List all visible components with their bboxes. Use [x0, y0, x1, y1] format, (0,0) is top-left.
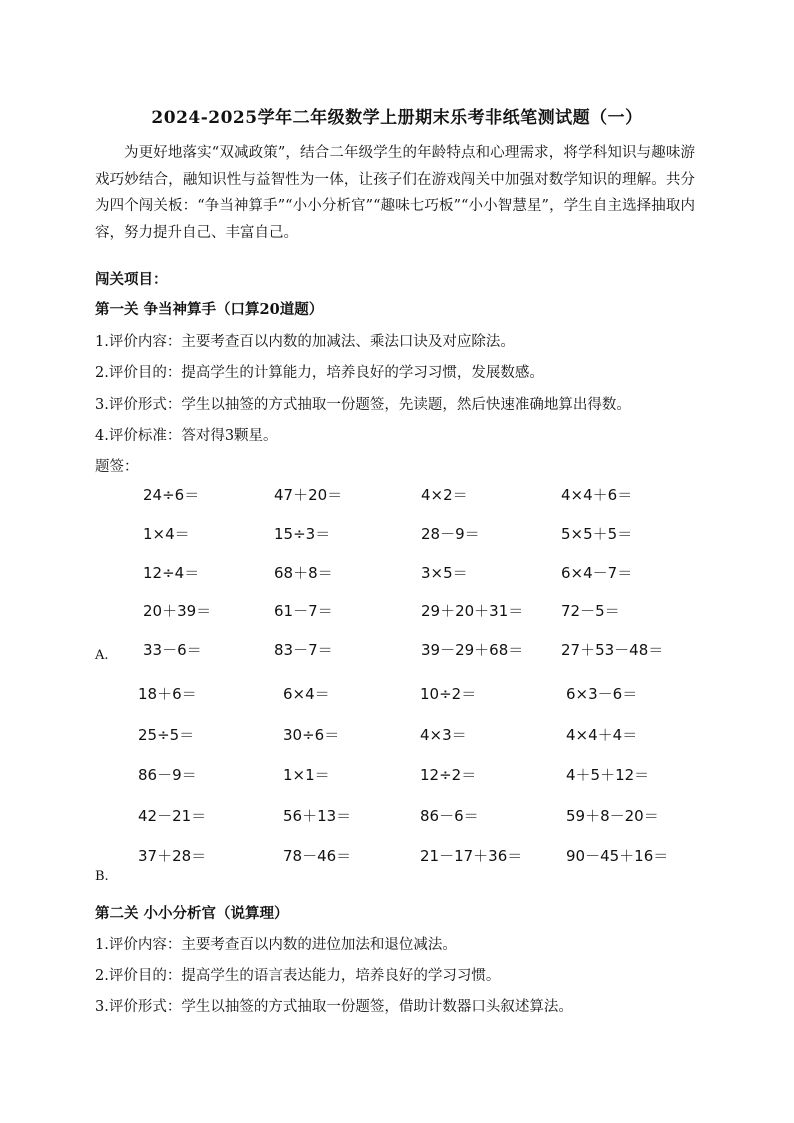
equation: 6×4＝: [283, 685, 330, 703]
equation: 4×3＝: [420, 726, 467, 744]
level2-item-purpose: 2.评价目的：提高学生的语言表达能力，培养良好的学习习惯。: [95, 968, 501, 984]
equation: 90－45＋16＝: [566, 847, 669, 865]
project-heading: 闯关项目：: [95, 271, 168, 288]
equation: 39－29＋68＝: [421, 641, 524, 659]
equation: 12÷4＝: [143, 564, 200, 582]
tiqian-label: 题签：: [95, 459, 139, 475]
level1-item-standard: 4.评价标准：答对得3颗星。: [95, 428, 278, 444]
equation: 78－46＝: [283, 847, 352, 865]
level1-heading: 第一关 争当神算手（口算20道题）: [95, 301, 324, 318]
equation: 4×2＝: [421, 486, 468, 504]
equation: 5×5＋5＝: [561, 525, 633, 543]
set-b-label: B.: [95, 869, 109, 884]
equation: 56＋13＝: [283, 807, 352, 825]
equation: 6×3－6＝: [566, 685, 638, 703]
equation: 21－17＋36＝: [420, 847, 523, 865]
set-a-label: A.: [95, 648, 109, 663]
equation: 6×4－7＝: [561, 564, 633, 582]
equation: 37＋28＝: [138, 847, 207, 865]
equation: 86－9＝: [138, 766, 197, 784]
level2-heading: 第二关 小小分析官（说算理）: [95, 905, 289, 922]
equation: 83－7＝: [274, 641, 333, 659]
equation: 25÷5＝: [138, 726, 195, 744]
equation: 29＋20＋31＝: [421, 602, 524, 620]
equation: 1×1＝: [283, 766, 330, 784]
equation: 59＋8－20＝: [566, 807, 659, 825]
equation: 10÷2＝: [420, 685, 477, 703]
level1-item-content: 1.评价内容：主要考查百以内数的加减法、乘法口诀及对应除法。: [95, 334, 515, 350]
equation: 47＋20＝: [274, 486, 343, 504]
equation: 20＋39＝: [143, 602, 212, 620]
level1-item-form: 3.评价形式：学生以抽签的方式抽取一份题签，先读题，然后快速准确地算出得数。: [95, 397, 631, 413]
level2-item-form: 3.评价形式：学生以抽签的方式抽取一份题签，借助计数器口头叙述算法。: [95, 999, 573, 1015]
page-title: 2024-2025学年二年级数学上册期末乐考非纸笔测试题（一）: [151, 108, 643, 128]
equation: 33－6＝: [143, 641, 202, 659]
equation: 4＋5＋12＝: [566, 766, 650, 784]
equation: 3×5＝: [421, 564, 468, 582]
equation: 1×4＝: [143, 525, 190, 543]
equation: 68＋8＝: [274, 564, 333, 582]
intro-paragraph: 为更好地落实“双减政策”，结合二年级学生的年龄特点和心理需求，将学科知识与趣味游戏巧妙结合，融知识性与益智性为一体，让孩子们在游戏闯关中加强对数学知识的理解。共分为四个闯关板：“争当神算手”“小小分析官”“趣味七巧板”“小小智慧星”，学生自主选择抽取内容，努力提升自己、丰富自己。: [95, 145, 695, 241]
equation: 15÷3＝: [274, 525, 331, 543]
equation: 86－6＝: [420, 807, 479, 825]
equation: 72－5＝: [561, 602, 620, 620]
equation: 27＋53－48＝: [561, 641, 664, 659]
equation: 28－9＝: [421, 525, 480, 543]
level1-item-purpose: 2.评价目的：提高学生的计算能力，培养良好的学习习惯，发展数感。: [95, 365, 544, 381]
equation: 42－21＝: [138, 807, 207, 825]
equation: 4×4＋6＝: [561, 486, 633, 504]
level2-item-content: 1.评价内容：主要考查百以内数的进位加法和退位减法。: [95, 937, 457, 953]
equation: 4×4＋4＝: [566, 726, 638, 744]
equation: 12÷2＝: [420, 766, 477, 784]
equation: 30÷6＝: [283, 726, 340, 744]
equation: 24÷6＝: [143, 486, 200, 504]
equation: 61－7＝: [274, 602, 333, 620]
equation: 18＋6＝: [138, 685, 197, 703]
